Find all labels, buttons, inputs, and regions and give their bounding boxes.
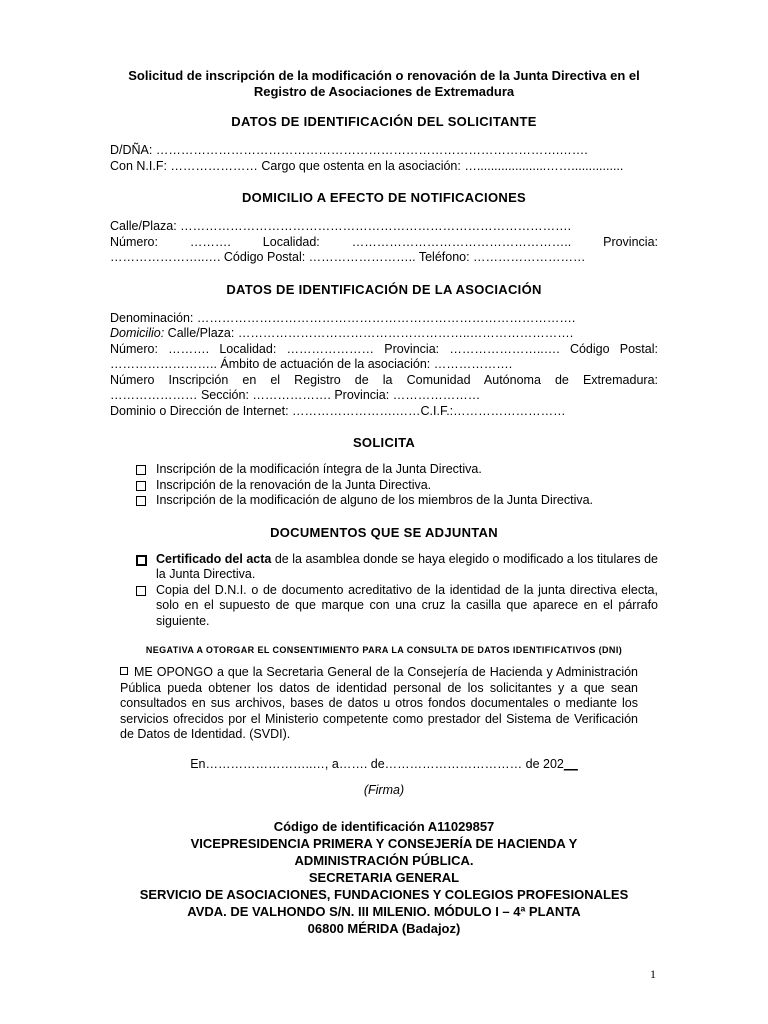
footer-administracion: ADMINISTRACIÓN PÚBLICA. bbox=[294, 853, 474, 868]
domicilio-fields bbox=[110, 219, 658, 266]
field-ambito[interactable]: …………………….. Ámbito de actuación de la asociación: ………………. bbox=[110, 357, 513, 371]
field-cp-telefono[interactable]: …………………..…. Código Postal: …………………….. Teléfono: ……………………… bbox=[110, 250, 586, 264]
field-nombre[interactable]: D/DÑA: …………………………………………………………………………………….……. bbox=[110, 143, 588, 157]
section-heading-documentos: DOCUMENTOS QUE SE ADJUNTAN bbox=[270, 524, 498, 540]
footer-code: Código de identificación A11029857 bbox=[273, 819, 495, 834]
date-line[interactable] bbox=[110, 757, 658, 771]
negativa-heading: NEGATIVA A OTORGAR EL CONSENTIMIENTO PARA LA CONSULTA DE DATOS IDENTIFICATIVOS (DNI) bbox=[145, 645, 623, 655]
year-blank[interactable]: __ bbox=[563, 756, 578, 771]
checkbox-icon[interactable] bbox=[136, 586, 146, 596]
domicilio-calle: Calle/Plaza: ………………………………………………..……………………. bbox=[164, 326, 574, 340]
asociacion-fields bbox=[110, 311, 658, 420]
form-title bbox=[110, 68, 658, 100]
solicita-options bbox=[110, 462, 658, 509]
certificado-label: Certificado del acta bbox=[156, 551, 272, 566]
section-heading-solicita: SOLICITA bbox=[352, 435, 416, 450]
certificado-text: de la asamblea donde se haya elegido o modificado a los titulares de la Junta Directiva. bbox=[156, 551, 658, 581]
footer-secretaria: SECRETARIA GENERAL bbox=[308, 870, 460, 885]
section-heading-solicitante: DATOS DE IDENTIFICACIÓN DEL SOLICITANTE bbox=[231, 114, 537, 129]
domicilio-label: Domicilio: bbox=[110, 326, 165, 340]
consent-text: ME OPONGO a que la Secretaria General de la Consejería de Hacienda y Administración Pública pueda obtener los datos de identidad personal de los solicitantes y a que sean consultados en sus archivos, bases de datos u otros fondos documentales o mediante los servicios ofrecidos por el Ministerio competente como prestador del Sistema de Verificación de Datos de Identidad. (SVDI). bbox=[120, 665, 638, 741]
option-modificacion-integra[interactable] bbox=[136, 462, 658, 478]
form-page bbox=[110, 68, 658, 810]
option-label: Inscripción de la renovación de la Junta Directiva. bbox=[156, 477, 432, 492]
field-domicilio-asociacion[interactable] bbox=[110, 326, 658, 342]
title-line-2: Registro de Asociaciones de Extremadura bbox=[253, 84, 515, 99]
option-label: Inscripción de la modificación íntegra de la Junta Directiva. bbox=[156, 462, 482, 476]
signature-label: (Firma) bbox=[363, 783, 405, 797]
field-denominacion[interactable]: Denominación: ………………………………………………………………………………. bbox=[110, 310, 576, 325]
section-heading-domicilio: DOMICILIO A EFECTO DE NOTIFICACIONES bbox=[241, 190, 527, 205]
me-opongo-checkbox-icon[interactable] bbox=[120, 667, 128, 675]
field-calle[interactable]: Calle/Plaza: …………………………………………………………………………………. bbox=[110, 219, 572, 233]
checkbox-icon[interactable] bbox=[136, 555, 147, 566]
page-number: 1 bbox=[650, 967, 656, 981]
field-numero-inscripcion[interactable]: Número Inscripción en el Registro de la Comunidad Autónoma de Extremadura: bbox=[110, 372, 658, 387]
field-numero-localidad[interactable]: Número: ………. Localidad: …………………………………………….. Provincia: bbox=[110, 234, 658, 249]
checkbox-icon[interactable] bbox=[136, 496, 146, 506]
footer-servicio: SERVICIO DE ASOCIACIONES, FUNDACIONES Y COLEGIOS PROFESIONALES bbox=[139, 887, 629, 902]
solicitante-fields bbox=[110, 143, 658, 174]
option-renovacion[interactable] bbox=[136, 478, 658, 494]
field-dominio-cif[interactable]: Dominio o Dirección de Internet: …………………….……C.I.F.:……………………… bbox=[110, 403, 566, 418]
field-nif-cargo[interactable]: Con N.I.F: ………………… Cargo que ostenta en la asociación: …....................……............... bbox=[110, 158, 624, 173]
field-seccion-provincia[interactable]: ………………… Sección: ………………. Provincia: ………………… bbox=[110, 388, 481, 402]
consent-paragraph bbox=[120, 665, 638, 743]
section-heading-asociacion: DATOS DE IDENTIFICACIÓN DE LA ASOCIACIÓN bbox=[226, 281, 542, 297]
field-numero-localidad-provincia[interactable]: Número: ………. Localidad: ………………… Provincia: …………………..…. Código Postal: bbox=[110, 341, 658, 356]
option-copia-dni[interactable] bbox=[136, 583, 658, 630]
copia-dni-text: Copia del D.N.I. o de documento acreditativo de la identidad de la junta directiva electa, solo en el supuesto de que marque con una cruz la casilla que aparece en el párrafo siguiente. bbox=[156, 582, 658, 628]
footer-vicepresidencia: VICEPRESIDENCIA PRIMERA Y CONSEJERÍA DE HACIENDA Y bbox=[190, 836, 578, 851]
footer-address bbox=[0, 818, 768, 937]
option-modificacion-miembros[interactable] bbox=[136, 493, 658, 509]
footer-avenida: AVDA. DE VALHONDO S/N. III MILENIO. MÓDULO I – 4ª PLANTA bbox=[187, 904, 581, 919]
title-line-1: Solicitud de inscripción de la modificación o renovación de la Junta Directiva en el bbox=[128, 68, 640, 83]
checkbox-icon[interactable] bbox=[136, 465, 146, 475]
footer-ciudad: 06800 MÉRIDA (Badajoz) bbox=[307, 921, 461, 936]
option-certificado-acta[interactable] bbox=[136, 552, 658, 583]
option-label: Inscripción de la modificación de alguno de los miembros de la Junta Directiva. bbox=[156, 493, 594, 507]
date-text: En……………………..…, a……. de…………………………… de 202 bbox=[190, 756, 564, 771]
documentos-options bbox=[110, 552, 658, 630]
checkbox-icon[interactable] bbox=[136, 481, 146, 491]
